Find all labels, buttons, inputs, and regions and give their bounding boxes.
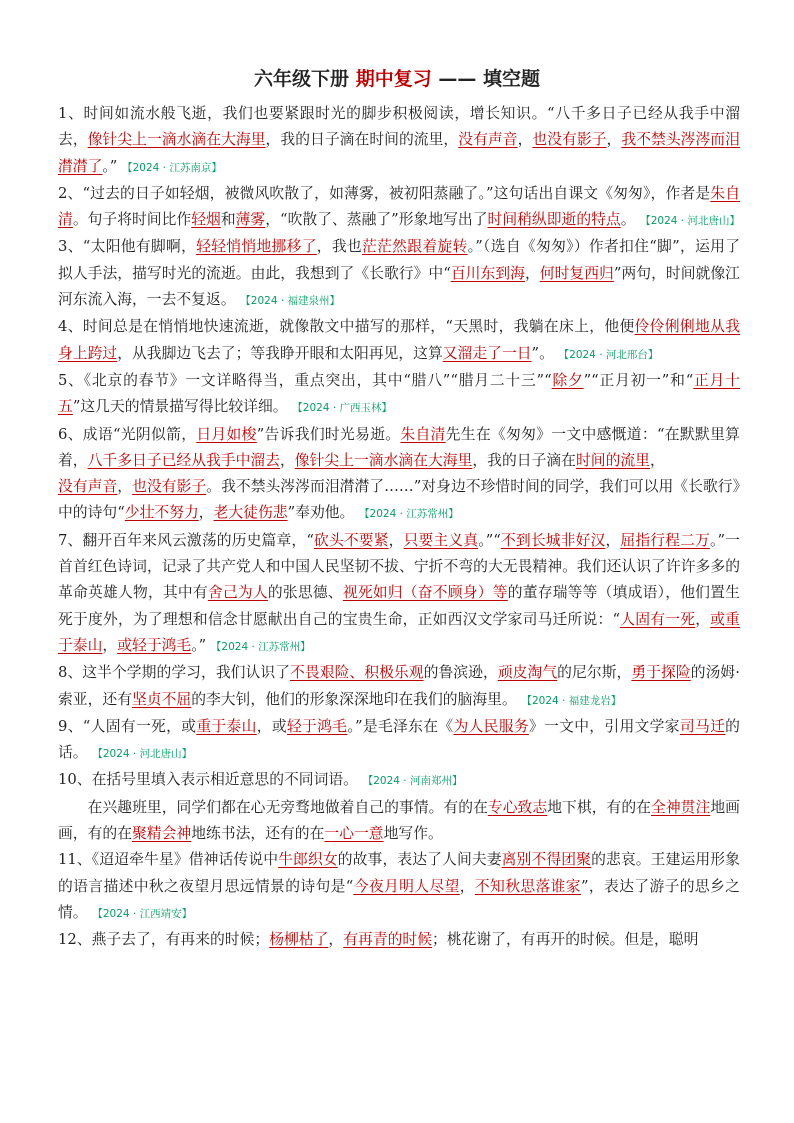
answer: 离别不得团聚 (501, 851, 592, 869)
answer: 勇于探险 (631, 664, 691, 682)
answer: 没有声音 (58, 478, 118, 496)
question-text: 10、在括号里填入表示相近意思的不同词语。 (58, 771, 358, 789)
question-text: ， (388, 531, 404, 549)
question-text: ”“正月初一”和“ (583, 371, 694, 389)
question-text: 5、《北京的春节》一文详略得当，重点突出，其中“腊八”“腊月二十三”“ (58, 371, 552, 389)
source-tag: 【2024 · 河北唐山】 (640, 215, 740, 228)
answer: 像针尖上一滴水滴在大海里 (294, 451, 473, 469)
question-text: 。”（选自《匆匆》）作者扣住“脚”，运用了拟人手法，描写时光的流逝。由此，我想到了《长歌行》中“ (58, 238, 740, 282)
question-text: 2、“过去的日子如轻烟，被微风吹散了，如薄雾，被初阳蒸融了。”这句话出自课文《匆匆》，作者是 (58, 184, 711, 202)
answer: 轻于鸿毛 (286, 717, 348, 735)
question-text: 。”“ (478, 531, 501, 549)
question-2 (58, 181, 740, 235)
title-grade: 六年级下册 (254, 68, 350, 90)
question-10 (58, 767, 740, 794)
answer: 或轻于鸿毛 (117, 636, 192, 654)
question-text: 的话。 (58, 717, 740, 762)
question-text: 4、时间总是在悄悄地快速流逝，就像散文中描写的那样，“天黑时，我躺在床上，他便 (58, 318, 635, 336)
question-text: ，从我脚边飞去了；等我睁开眼和太阳再见，这算 (117, 344, 443, 362)
answer: 屈指行程二万 (620, 531, 710, 549)
answer: 也没有影子 (532, 131, 607, 149)
question-text: 的张思德、 (267, 584, 343, 602)
question-text: 。”一首首红色诗词，记录了共产党人和中国人民坚韧不拔、宁折不弯的大无畏精神。我们还认识了许许多多的革命英雄人物，其中有 (58, 531, 740, 602)
question-text: 12、燕子去了，有再来的时候； (58, 931, 270, 949)
question-text: ，我也 (316, 238, 363, 256)
title-midterm: 期中复习 (355, 68, 432, 90)
title-type: —— 填空题 (438, 68, 540, 90)
answer: 聚精会神 (132, 825, 192, 843)
question-text: ， (517, 131, 533, 149)
question-1 (58, 101, 740, 181)
question-9 (58, 714, 740, 768)
source-tag: 【2024 · 江苏常州】 (210, 640, 311, 653)
source-tag: 【2024 · 江苏常州】 (359, 508, 459, 521)
question-list (58, 101, 740, 954)
answer: 百川东到海 (450, 264, 525, 282)
source-tag: 【2024 · 广西玉林】 (292, 402, 392, 415)
question-text: ；桃花谢了，有再开的时候。但是，聪明 (432, 931, 699, 949)
answer: 除夕 (551, 371, 584, 389)
question-text: ，我的日子滴在 (472, 451, 576, 469)
question-text: ， (459, 877, 475, 895)
answer: 专心致志 (487, 798, 548, 816)
answer: 或重于泰山 (58, 610, 740, 654)
answer: 我不禁头涔涔而泪潸潸了 (58, 131, 740, 175)
source-tag: 【2024 · 河南郑州】 (362, 775, 463, 788)
question-12 (58, 927, 740, 953)
source-tag: 【2024 · 福建龙岩】 (521, 694, 622, 707)
question-text: ”两句，时间就像江河东流入海，一去不复返。 (58, 264, 740, 309)
answer: 视死如归（奋不顾身）等 (342, 584, 508, 602)
question-text: 1、时间如流水般飞逝，我们也要紧跟时光的脚步积极阅读，增长知识。“八千多日子已经从我手中溜去， (58, 105, 740, 149)
question-4 (58, 314, 740, 368)
answer: 杨柳枯了 (269, 931, 329, 949)
question-text: 3、“太阳他有脚啊， (58, 238, 197, 256)
question-text: ”告诉我们时光易逝。 (256, 425, 401, 443)
answer: 朱自清 (400, 425, 446, 443)
question-text: ，“吹散了、蒸融了”形象地写出了 (265, 211, 488, 229)
question-text: ， (606, 131, 622, 149)
question-10-passage (58, 795, 740, 848)
question-text: ， (279, 451, 295, 469)
question-text: ， (102, 636, 118, 654)
question-text: 的董存瑞等等（填成语），他们置生死于度外，为了理想和信念甘愿献出自己的宝贵生命，正如西汉文学家司马迁所说：“ (58, 584, 740, 628)
question-text: 7、翻开百年来风云激荡的历史篇章，“ (58, 531, 314, 549)
answer: 司马迁 (679, 717, 726, 735)
question-text: 的鲁滨逊， (423, 664, 498, 682)
answer: 砍头不要紧 (313, 531, 389, 549)
source-tag: 【2024 · 江苏南京】 (122, 161, 222, 174)
question-text: ，或 (256, 717, 287, 735)
question-text: ”，表达了游子的思乡之情。 (58, 877, 740, 921)
question-text: 。”是毛泽东在《 (347, 717, 454, 735)
answer: 也没有影子 (132, 478, 207, 496)
question-text: 。我不禁头涔涔而泪潸潸了……”对身边不珍惜时间的同学，我们可以用《长歌行》中的诗句“ (58, 478, 740, 522)
question-7 (58, 528, 740, 660)
answer: 时间稍纵即逝的特点 (487, 211, 621, 229)
source-tag: 【2024 · 河北唐山】 (92, 748, 193, 761)
question-11 (58, 847, 740, 927)
question-text: 和 (220, 211, 236, 229)
answer: 顽皮淘气 (497, 664, 558, 682)
answer: 薄雾 (235, 211, 266, 229)
question-3 (58, 234, 740, 314)
answer: 没有声音 (458, 131, 518, 149)
answer: 重于泰山 (196, 717, 257, 735)
source-tag: 【2024 · 河北邢台】 (558, 348, 659, 361)
answer: 时间的流里 (575, 451, 650, 469)
answer: 少壮不努力 (124, 504, 199, 522)
question-text: 地下棋，有的在 (547, 798, 652, 816)
question-text: ，我的日子滴在时间的流里， (265, 131, 459, 149)
question-text: ”。 (531, 344, 554, 362)
answer: 一心一意 (324, 825, 384, 843)
question-text: 。 (620, 211, 636, 229)
question-text: ， (117, 478, 133, 496)
answer: 牛郎织女 (278, 851, 338, 869)
answer: 不畏艰险、积极乐观 (290, 664, 424, 682)
answer: 今夜月明人尽望 (353, 877, 460, 895)
question-text: 8、这半个学期的学习，我们认识了 (58, 664, 291, 682)
page-title (0, 66, 794, 92)
answer: 日月如梭 (196, 425, 257, 443)
question-text: 的故事，表达了人间夫妻 (337, 851, 502, 869)
question-text: 先生在《匆匆》一文中感慨道：“在默默里算着， (58, 425, 740, 469)
question-text: ， (605, 531, 621, 549)
question-text: 地练书法，还有的在 (191, 825, 325, 843)
question-text: 。” (191, 636, 207, 654)
question-text: 的尼尔斯， (557, 664, 632, 682)
question-text: ， (695, 610, 711, 628)
question-5 (58, 368, 740, 422)
question-text: 的悲哀。王建运用形象的语言描述中秋之夜望月思远情景的诗句是“ (58, 851, 740, 895)
source-tag: 【2024 · 江西靖安】 (92, 907, 193, 920)
answer: 茫茫然跟着旋转 (362, 238, 468, 256)
question-text: 。句子将时间比作 (72, 211, 192, 229)
answer: 全神贯注 (651, 798, 711, 816)
answer: 老大徒伤悲 (213, 504, 288, 522)
answer: 坚贞不屈 (132, 690, 192, 708)
answer: 为人民服务 (453, 717, 529, 735)
question-text: ”奉劝他。 (287, 504, 355, 522)
answer: 人固有一死 (620, 610, 696, 628)
answer: 有再青的时候 (343, 931, 433, 949)
answer: 轻轻悄悄地挪移了 (196, 238, 317, 256)
question-text: 的李大钊，他们的形象深深地印在我们的脑海里。 (191, 690, 517, 708)
question-text: 6、成语“光阴似箭， (58, 425, 197, 443)
answer: 又溜走了一日 (442, 344, 532, 362)
answer: 轻烟 (191, 211, 221, 229)
question-6 (58, 422, 740, 528)
answer: 伶伶俐俐地从我身上跨过 (58, 318, 740, 362)
question-text: 9、“人固有一死，或 (58, 717, 197, 735)
answer: 舍己为人 (207, 584, 268, 602)
answer: 朱自清 (58, 184, 740, 229)
question-text: 地画画，有的在 (58, 798, 740, 843)
question-8 (58, 660, 740, 714)
source-tag: 【2024 · 福建泉州】 (240, 295, 341, 308)
question-text: 。” (102, 157, 118, 175)
question-text: 地写作。 (383, 825, 443, 843)
question-text: 在兴趣班里，同学们都在心无旁骛地做着自己的事情。有的在 (87, 798, 488, 816)
question-text: ， (328, 931, 344, 949)
question-text: ， (649, 451, 665, 469)
answer: 何时复西归 (539, 264, 614, 282)
answer: 只要主义真 (403, 531, 479, 549)
question-text: ， (524, 264, 540, 282)
question-text: ”这几天的情景描写得比较详细。 (72, 398, 288, 416)
answer: 像针尖上一滴水滴在大海里 (87, 131, 266, 149)
answer: 不到长城非好汉 (500, 531, 606, 549)
answer: 不知秋思落谁家 (474, 877, 581, 895)
question-text: ， (198, 504, 214, 522)
question-text: 》一文中，引用文学家 (528, 717, 680, 735)
question-text: 的汤姆·索亚，还有 (58, 664, 740, 708)
answer: 八千多日子已经从我手中溜去 (87, 451, 280, 469)
question-text: 11、《迢迢牵牛星》借神话传说中 (58, 851, 279, 869)
answer: 正月十五 (58, 371, 740, 416)
